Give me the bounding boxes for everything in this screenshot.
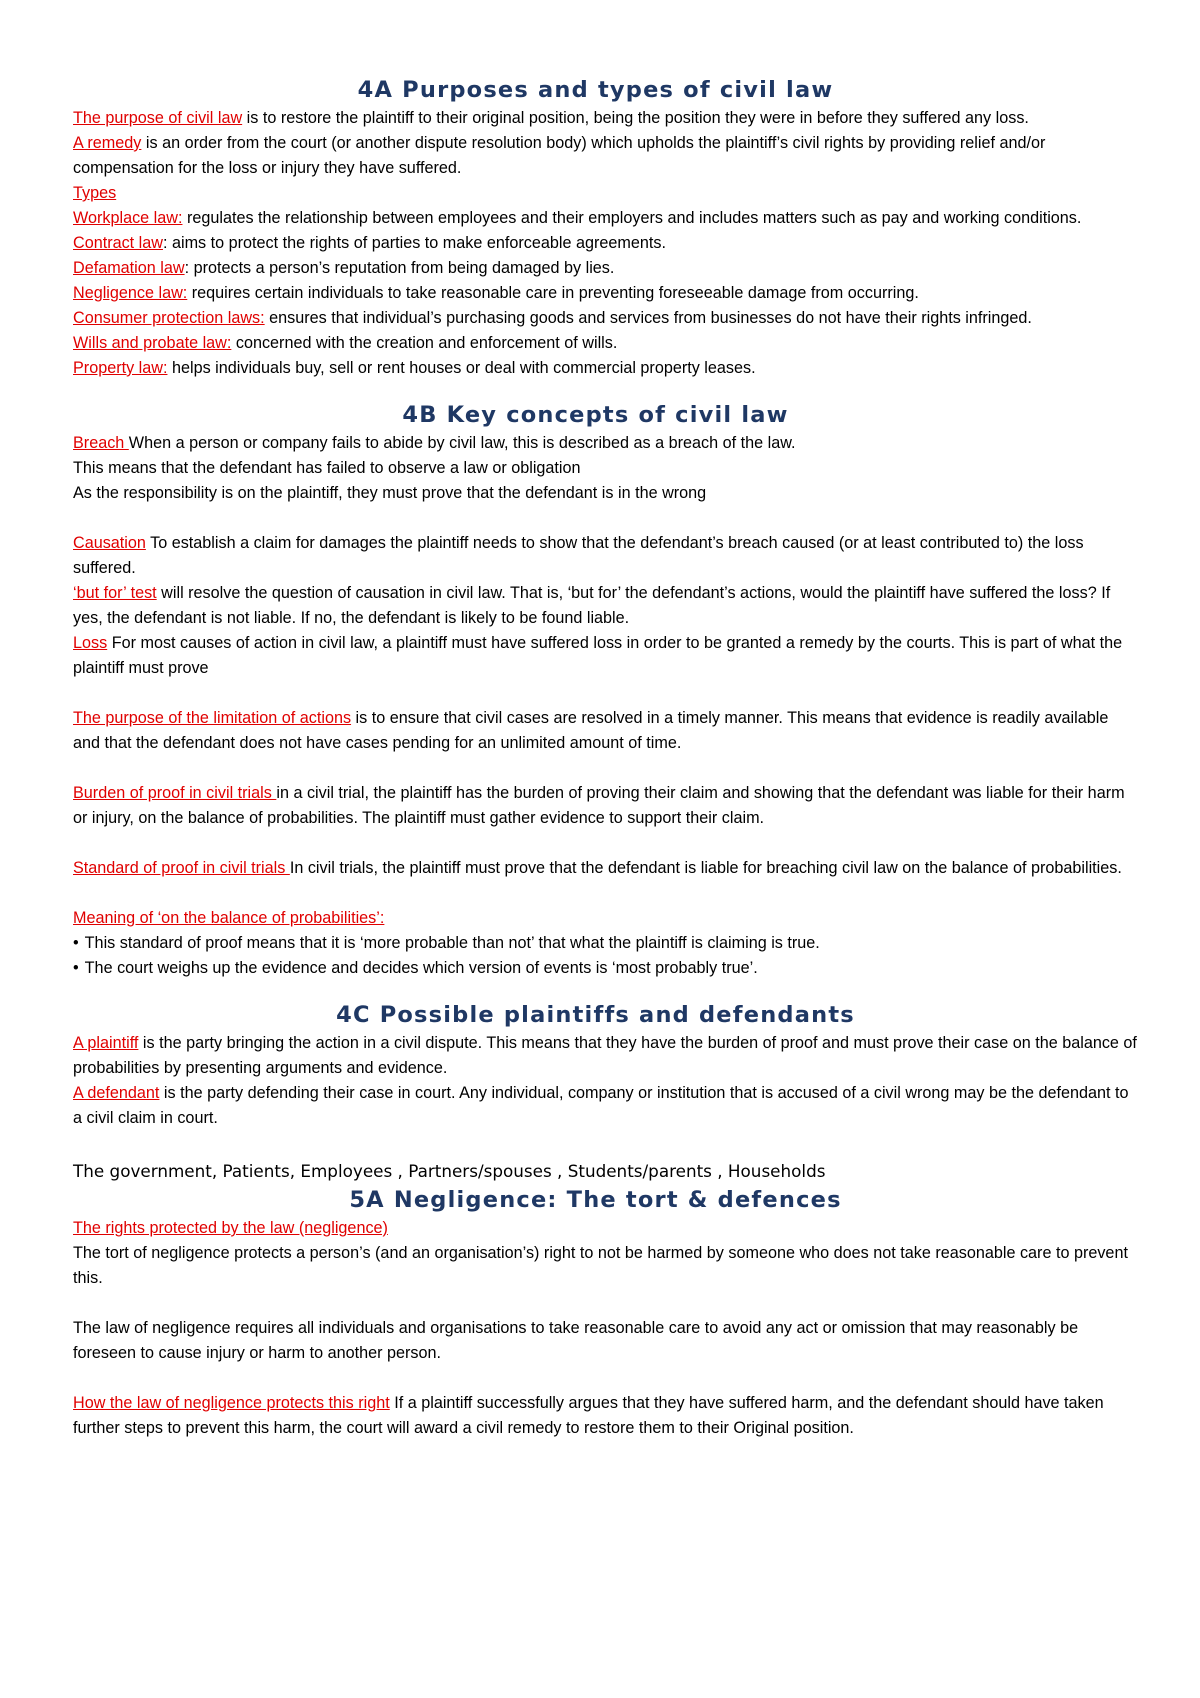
type-term: Workplace law: bbox=[73, 209, 183, 227]
type-text: ensures that individual’s purchasing goods and services from businesses do not have their rights infringed. bbox=[264, 309, 1032, 327]
type-term: Consumer protection laws: bbox=[73, 309, 265, 327]
type-text: concerned with the creation and enforcement of wills. bbox=[231, 334, 618, 352]
rights-paragraph: The tort of negligence protects a person’s (and an organisation’s) right to not be harmed by someone who does not take reasonable care to prevent this. bbox=[73, 1244, 1128, 1287]
how-term: How the law of negligence protects this right bbox=[73, 1394, 390, 1412]
breach-line-3: As the responsibility is on the plaintiff, they must prove that the defendant is in the wrong bbox=[73, 484, 707, 502]
limitation-paragraph bbox=[73, 706, 1138, 756]
standard-term: Standard of proof in civil trials bbox=[73, 859, 290, 877]
type-term: Contract law bbox=[73, 234, 163, 252]
bullet-icon: • bbox=[73, 934, 79, 952]
remedy-term: A remedy bbox=[73, 134, 142, 152]
bullet-text: The court weighs up the evidence and decides which version of events is ‘most probably true’. bbox=[84, 959, 758, 977]
standard-paragraph bbox=[73, 856, 1138, 881]
purpose-text: is to restore the plaintiff to their original position, being the position they were in before they suffered any loss. bbox=[242, 109, 1029, 127]
types-label-paragraph bbox=[73, 181, 1138, 206]
how-paragraph bbox=[73, 1391, 1138, 1441]
type-negligence bbox=[73, 281, 1138, 306]
bullet-icon: • bbox=[73, 959, 79, 977]
defendant-term: A defendant bbox=[73, 1084, 160, 1102]
butfor-paragraph bbox=[73, 581, 1138, 631]
breach-line-2: This means that the defendant has failed to observe a law or obligation bbox=[73, 459, 581, 477]
list-item bbox=[73, 956, 1138, 981]
rights-term-paragraph bbox=[73, 1216, 1138, 1241]
type-text: helps individuals buy, sell or rent houses or deal with commercial property leases. bbox=[167, 359, 756, 377]
heading-4a: 4A Purposes and types of civil law bbox=[357, 77, 834, 103]
limitation-term: The purpose of the limitation of actions bbox=[73, 709, 352, 727]
causation-term: Causation bbox=[73, 534, 146, 552]
plaintiff-term: A plaintiff bbox=[73, 1034, 139, 1052]
defendant-text: is the party defending their case in court. Any individual, company or institution that is accused of a civil wrong may be the defendant to a civil claim in court. bbox=[73, 1084, 1129, 1127]
bullet-text: This standard of proof means that it is ‘more probable than not’ that what the plaintiff is claiming is true. bbox=[84, 934, 820, 952]
how-text: If a plaintiff successfully argues that they have suffered harm, and the defendant should have taken further steps to prevent this harm, the court will award a civil remedy to restore them to their Original position. bbox=[73, 1394, 1104, 1437]
type-term: Wills and probate law: bbox=[73, 334, 232, 352]
burden-text: in a civil trial, the plaintiff has the burden of proving their claim and showing that the defendant was liable for their harm or injury, on the balance of probabilities. The plaintiff must gather evidence to support their claim. bbox=[73, 784, 1125, 827]
breach-paragraph bbox=[73, 431, 1138, 456]
loss-text: For most causes of action in civil law, a plaintiff must have suffered loss in order to be granted a remedy by the courts. This is part of what the plaintiff must prove bbox=[73, 634, 1123, 677]
requires-paragraph: The law of negligence requires all individuals and organisations to take reasonable care to avoid any act or omission that may reasonably be foreseen to cause injury or harm to another person. bbox=[73, 1319, 1079, 1362]
causation-text: To establish a claim for damages the plaintiff needs to show that the defendant’s breach caused (or at least contributed to) the loss suffered. bbox=[73, 534, 1084, 577]
section-4b bbox=[73, 399, 1138, 981]
rights-term: The rights protected by the law (negligence) bbox=[73, 1219, 388, 1237]
type-term: Defamation law bbox=[73, 259, 185, 277]
heading-4b: 4B Key concepts of civil law bbox=[402, 402, 789, 428]
limitation-text: is to ensure that civil cases are resolved in a timely manner. This means that evidence is readily available and that the defendant does not have cases pending for an unlimited amount of time. bbox=[73, 709, 1109, 752]
purpose-paragraph bbox=[73, 106, 1138, 131]
type-text: : aims to protect the rights of parties to make enforceable agreements. bbox=[162, 234, 666, 252]
standard-text: In civil trials, the plaintiff must prove that the defendant is liable for breaching civil law on the balance of probabilities. bbox=[289, 859, 1122, 877]
meaning-paragraph bbox=[73, 906, 1138, 931]
purpose-term: The purpose of civil law bbox=[73, 109, 243, 127]
heading-4c: 4C Possible plaintiffs and defendants bbox=[336, 1002, 855, 1028]
loss-term: Loss bbox=[73, 634, 108, 652]
loss-paragraph bbox=[73, 631, 1138, 681]
type-text: requires certain individuals to take reasonable care in preventing foreseeable damage from occurring. bbox=[187, 284, 919, 302]
type-property bbox=[73, 356, 1138, 381]
section-4c bbox=[73, 999, 1138, 1184]
butfor-text: will resolve the question of causation in civil law. That is, ‘but for’ the defendant’s actions, would the plaintiff have suffered the loss? If yes, the defendant is not liable. If no, the defendant is likely to be found liable. bbox=[73, 584, 1111, 627]
type-workplace bbox=[73, 206, 1138, 231]
plaintiff-paragraph bbox=[73, 1031, 1138, 1081]
defendant-paragraph bbox=[73, 1081, 1138, 1131]
type-text: : protects a person’s reputation from being damaged by lies. bbox=[184, 259, 615, 277]
plaintiff-text: is the party bringing the action in a civil dispute. This means that they have the burden of proof and must prove their case on the balance of probabilities by presenting arguments and evidence. bbox=[73, 1034, 1137, 1077]
butfor-term: ‘but for’ test bbox=[73, 584, 157, 602]
type-defamation bbox=[73, 256, 1138, 281]
section-5a bbox=[73, 1184, 1138, 1441]
burden-term: Burden of proof in civil trials bbox=[73, 784, 277, 802]
section-4a bbox=[73, 74, 1138, 381]
types-label: Types bbox=[73, 184, 117, 202]
type-text: regulates the relationship between employees and their employers and includes matters such as pay and working conditions. bbox=[182, 209, 1082, 227]
remedy-paragraph bbox=[73, 131, 1138, 181]
meaning-term: Meaning of ‘on the balance of probabilities’: bbox=[73, 909, 385, 927]
type-contract bbox=[73, 231, 1138, 256]
type-consumer bbox=[73, 306, 1138, 331]
heading-5a: 5A Negligence: The tort & defences bbox=[349, 1187, 842, 1213]
causation-paragraph bbox=[73, 531, 1138, 581]
meaning-bullet-list bbox=[73, 931, 1138, 981]
type-wills bbox=[73, 331, 1138, 356]
type-term: Property law: bbox=[73, 359, 168, 377]
burden-paragraph bbox=[73, 781, 1138, 831]
list-item bbox=[73, 931, 1138, 956]
breach-text: When a person or company fails to abide by civil law, this is described as a breach of the law. bbox=[128, 434, 796, 452]
type-term: Negligence law: bbox=[73, 284, 188, 302]
remedy-text: is an order from the court (or another dispute resolution body) which upholds the plaintiff’s civil rights by providing relief and/or compensation for the loss or injury they have suffered. bbox=[73, 134, 1046, 177]
breach-term: Breach bbox=[73, 434, 129, 452]
parties-line: The government, Patients, Employees , Partners/spouses , Students/parents , Households bbox=[73, 1161, 826, 1181]
